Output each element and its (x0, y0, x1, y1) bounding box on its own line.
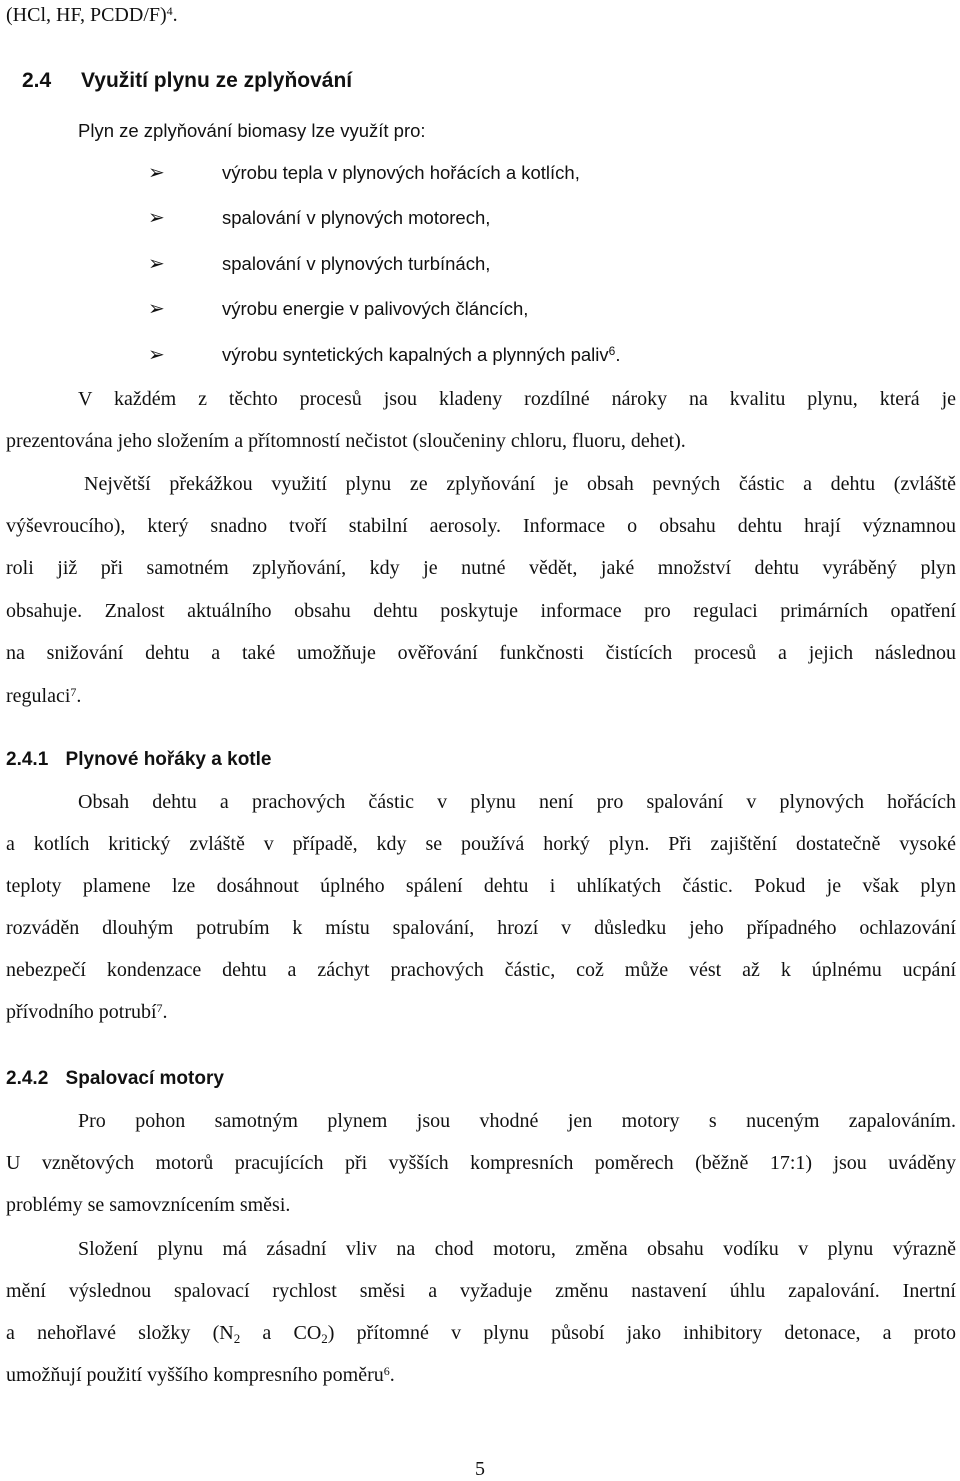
paragraph-line (6, 1320, 956, 1348)
paragraph-line: V každém z těchto procesů jsou kladeny rozdílné nároky na kvalitu plynu, která je (78, 388, 956, 410)
page-number: 5 (475, 1458, 485, 1480)
paragraph-line: nebezpečí kondenzace dehtu a záchyt prachových částic, což může vést až k úplnému ucpání (6, 959, 956, 981)
subsection-heading-2 (6, 1066, 956, 1092)
subscript: 2 (321, 1331, 328, 1346)
paragraph-line: a kotlích kritický zvláště v případě, kdy se používá horký plyn. Při zajištění dostatečně vysoké (6, 833, 956, 855)
paragraph-line-text: ) přítomné v plynu působí jako inhibitory detonace, a proto (327, 1322, 956, 1344)
paragraph-line: Složení plynu má zásadní vliv na chod motoru, změna obsahu vodíku v plynu výrazně (78, 1238, 956, 1260)
paragraph-line: Obsah dehtu a prachových částic v plynu není pro spalování v plynových hořácích (78, 791, 956, 813)
list-item: spalování v plynových motorech, (222, 207, 491, 228)
paragraph-line: obsahuje. Znalost aktuálního obsahu dehtu poskytuje informace pro regulaci primárních opatření (6, 600, 956, 622)
paragraph-line: přívodního potrubí$^7$. (6, 1001, 168, 1023)
paragraph-line: problémy se samovznícením směsi. (6, 1194, 291, 1216)
paragraph-line: rozváděn dlouhým potrubím k místu spalování, hrozí v důsledku jeho případného ochlazování (6, 917, 956, 939)
paragraph-line: na snižování dehtu a také umožňuje ověřování funkčnosti čistících procesů a jejich následnou (6, 642, 956, 664)
top-line-text: (HCl, HF, PCDD/F) (6, 4, 167, 26)
citation-ref: 6 (608, 344, 616, 358)
subsection-title: Spalovací motory (65, 1068, 224, 1089)
citation-ref: 6 (383, 1364, 390, 1378)
citation-ref: 7 (70, 685, 77, 699)
paragraph-line: prezentována jeho složením a přítomností nečistot (sloučeniny chloru, fluoru, dehet). (6, 430, 686, 452)
paragraph-line: Pro pohon samotným plynem jsou vhodné jen motory s nuceným zapalováním. (78, 1110, 956, 1132)
paragraph-line-text: přívodního potrubí (6, 1001, 157, 1023)
paragraph-line: regulaci$^7$. (6, 685, 82, 707)
top-line-tail: . (172, 4, 178, 26)
citation-ref: 4 (166, 4, 173, 18)
top-line (6, 2, 956, 28)
paragraph-line-text: a nehořlavé složky (N (6, 1322, 234, 1344)
paragraph-line: umožňují použití vyššího kompresního poměru$^6$. (6, 1364, 395, 1386)
bullet-arrow-icon: ➢ (148, 298, 165, 320)
list-item: spalování v plynových turbínách, (222, 253, 491, 274)
bullet-arrow-icon: ➢ (148, 253, 165, 275)
paragraph-line: U vznětových motorů pracujících při vyšších kompresních poměrech (běžně 17:1) jsou uváděny (6, 1152, 956, 1174)
bullet-arrow-icon: ➢ (148, 162, 165, 184)
list-item: výrobu energie v palivových článcích, (222, 298, 529, 319)
paragraph-line: roli již při samotném zplyňování, kdy je nutné vědět, jaké množství dehtu vyráběný plyn (6, 557, 956, 579)
section-title: Využití plynu ze zplyňování (81, 69, 353, 92)
paragraph-line-text: regulaci (6, 685, 71, 707)
bullet-arrow-icon: ➢ (148, 207, 165, 229)
subsection-heading-1 (6, 747, 956, 773)
paragraph-line: Největší překážkou využití plynu ze zplyňování je obsah pevných částic a dehtu (zvláště (84, 473, 956, 495)
citation-ref: 7 (156, 1001, 163, 1015)
paragraph-line-text: a CO (240, 1322, 322, 1344)
paragraph-line: teploty plamene lze dosáhnout úplného spálení dehtu i uhlíkatých částic. Pokud je však plyn (6, 875, 956, 897)
intro-text: Plyn ze zplyňování biomasy lze využít pro: (78, 120, 426, 141)
paragraph-line-text: umožňují použití vyššího kompresního poměru (6, 1364, 384, 1386)
list-item: výrobu tepla v plynových hořácích a kotlích, (222, 162, 580, 183)
list-item-text: výrobu syntetických kapalných a plynných paliv (222, 344, 609, 365)
subsection-number: 2.4.2 (6, 1068, 49, 1089)
bullet-arrow-icon: ➢ (148, 344, 165, 366)
subsection-title: Plynové hořáky a kotle (65, 749, 272, 770)
list-item: výrobu syntetických kapalných a plynných paliv$^6$. (222, 344, 621, 365)
section-heading (22, 68, 960, 94)
subsection-number: 2.4.1 (6, 749, 49, 770)
section-number: 2.4 (22, 69, 52, 92)
paragraph-line: výševroucího), který snadno tvoří stabilní aerosoly. Informace o obsahu dehtu hrají významnou (6, 515, 956, 537)
paragraph-line: mění výslednou spalovací rychlost směsi a vyžaduje změnu nastavení úhlu zapalování. Inertní (6, 1280, 956, 1302)
subscript: 2 (233, 1331, 241, 1346)
